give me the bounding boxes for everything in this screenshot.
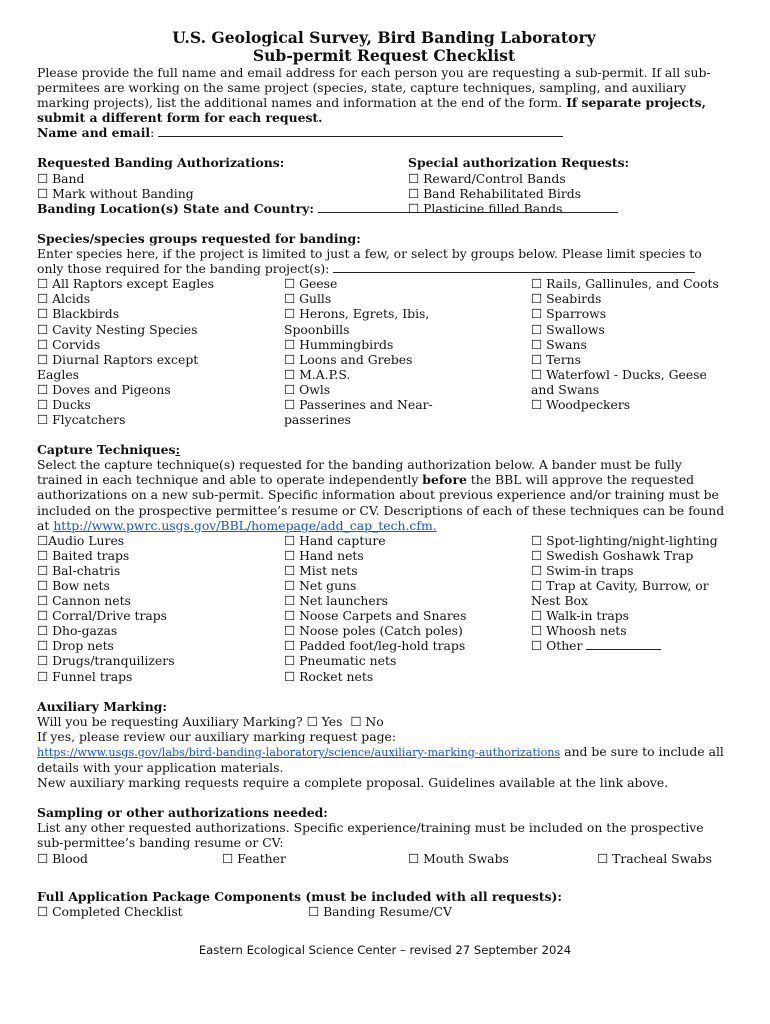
species-option[interactable] — [284, 352, 531, 367]
capture-option[interactable] — [531, 563, 731, 578]
species-label: Flycatchers — [52, 412, 126, 428]
species-label: Ducks — [52, 396, 91, 412]
intro-text: Please provide the full name and email address for each person you are requesting a sub-permit. If all sub-permitees are working on the same project (species, state, capture techniques, sampling, and auxiliary marking projects), list the additional names and information at the end of the form. — [37, 65, 711, 111]
capture-label: Dho-gazas — [52, 623, 118, 639]
species-label: Rails, Gallinules, and Coots — [546, 276, 719, 292]
species-option[interactable] — [37, 322, 284, 337]
checkbox-icon[interactable]: ☐ — [37, 321, 49, 337]
auxiliary-review: If yes, please review our auxiliary marking request page: — [37, 728, 397, 744]
capture-label: Walk-in traps — [546, 608, 630, 624]
capture-option[interactable] — [284, 623, 531, 638]
species-option[interactable] — [284, 367, 531, 382]
checkbox-icon[interactable]: ☐ — [531, 366, 543, 382]
species-heading: Species/species groups requested for banding: — [37, 230, 361, 246]
capture-option[interactable] — [37, 638, 284, 653]
species-option[interactable] — [284, 337, 531, 352]
sampling-label: Blood — [52, 850, 88, 866]
auxiliary-heading: Auxiliary Marking: — [37, 698, 168, 714]
sampling-options — [37, 851, 731, 866]
checkbox-icon[interactable]: ☐ — [531, 336, 543, 352]
capture-label: Audio Lures — [48, 532, 125, 548]
capture-label: Baited traps — [52, 547, 130, 563]
species-instructions-text: Enter species here, if the project is limited to just a few, or select by groups below. Please limit species to only those required for the banding project(s): — [37, 246, 702, 277]
checkbox-icon[interactable]: ☐ — [37, 412, 49, 428]
capture-option[interactable] — [37, 623, 284, 638]
capture-option[interactable] — [37, 669, 284, 684]
checkbox-icon[interactable]: ☐ — [531, 608, 543, 624]
capture-heading-line — [37, 442, 731, 457]
auxiliary-proposal: New auxiliary marking requests require a complete proposal. Guidelines available at the link above. — [37, 775, 669, 791]
special-authorizations-heading: Special authorization Requests: — [408, 155, 630, 171]
capture-label: Net launchers — [299, 593, 388, 609]
capture-option[interactable] — [531, 533, 731, 548]
capture-column-2 — [284, 533, 531, 684]
checkbox-label: Reward/Control Bands — [423, 170, 566, 186]
capture-label: Whoosh nets — [546, 623, 627, 639]
species-option[interactable] — [37, 352, 212, 382]
capture-text-2: the BBL will approve the requested authorizations on a new sub-permit. Specific information about previous experience and/or training must be included on the prospective permittee’s resume or CV. Descriptions of each of these techniques can be found at — [37, 472, 725, 533]
species-label: Woodpeckers — [546, 396, 631, 412]
checkbox-icon[interactable]: ☐ — [37, 593, 49, 609]
capture-label: Spot-lighting/night-lighting — [546, 532, 718, 548]
checkbox-icon[interactable]: ☐ — [37, 653, 49, 669]
capture-option[interactable] — [531, 548, 731, 563]
capture-option[interactable] — [37, 533, 284, 548]
capture-label: Funnel traps — [52, 668, 133, 684]
species-option[interactable] — [531, 367, 726, 397]
checkbox-icon[interactable]: ☐ — [531, 306, 543, 322]
checkbox-icon[interactable]: ☐ — [37, 638, 49, 654]
page-footer: Eastern Ecological Science Center – revised 27 September 2024 — [198, 943, 572, 957]
checkbox-icon[interactable]: ☐ — [284, 668, 296, 684]
package-label: Banding Resume/CV — [323, 903, 452, 919]
capture-label: Bow nets — [52, 578, 110, 593]
capture-label: Net guns — [299, 578, 357, 593]
checkbox-icon[interactable]: ☐ — [37, 532, 49, 548]
checkbox-icon[interactable]: ☐ — [531, 351, 543, 367]
species-option[interactable] — [284, 306, 444, 336]
species-option[interactable] — [531, 322, 731, 337]
capture-instructions — [37, 457, 731, 532]
species-option[interactable] — [37, 337, 284, 352]
species-option[interactable] — [284, 397, 454, 427]
species-column-3 — [531, 276, 731, 427]
checkbox-icon[interactable]: ☐ — [37, 336, 49, 352]
capture-text-bold: before — [422, 472, 467, 488]
species-label: Blackbirds — [52, 306, 120, 322]
capture-option[interactable] — [37, 653, 284, 668]
species-option[interactable] — [37, 291, 284, 306]
checkbox-icon[interactable]: ☐ — [37, 623, 49, 639]
auxiliary-marking-link[interactable]: https://www.usgs.gov/labs/bird-banding-laboratory/science/auxiliary-marking-authorizations — [37, 745, 561, 759]
species-option[interactable] — [531, 337, 731, 352]
species-label: Swallows — [546, 321, 605, 337]
checkbox-icon[interactable]: ☐ — [531, 291, 543, 307]
checkbox-icon[interactable]: ☐ — [37, 547, 49, 563]
checkbox-icon[interactable]: ☐ — [37, 185, 49, 201]
intro-paragraph — [37, 65, 731, 125]
checkbox-mouth-swabs[interactable] — [408, 851, 597, 866]
species-label: Waterfowl - Ducks, Geese and Swans — [531, 366, 707, 397]
checkbox-icon[interactable]: ☐ — [284, 608, 296, 624]
requested-authorizations-heading: Requested Banding Authorizations: — [37, 155, 285, 171]
species-option[interactable] — [37, 306, 284, 321]
checkbox-band-rehabilitated-birds[interactable] — [408, 186, 629, 201]
capture-label: Noose Carpets and Snares — [299, 608, 467, 624]
auxiliary-question: Will you be requesting Auxiliary Marking? — [37, 713, 303, 729]
checkbox-label: Plasticine filled Bands — [423, 200, 563, 216]
species-label: Gulls — [299, 291, 332, 307]
checkbox-icon[interactable]: ☐ — [284, 381, 296, 397]
checkbox-icon[interactable]: ☐ — [284, 593, 296, 609]
checkbox-icon[interactable]: ☐ — [531, 562, 543, 578]
title-line-2: Sub-permit Request Checklist — [252, 46, 516, 65]
species-label: Geese — [299, 276, 338, 292]
species-label: Sparrows — [546, 306, 607, 322]
capture-label: Mist nets — [299, 562, 358, 578]
checkbox-feather[interactable] — [222, 851, 408, 866]
species-option[interactable] — [531, 276, 731, 291]
checkbox-icon[interactable]: ☐ — [284, 366, 296, 382]
capture-option[interactable] — [284, 653, 531, 668]
species-label: Hummingbirds — [299, 336, 394, 352]
checkbox-icon[interactable]: ☐ — [37, 668, 49, 684]
capture-option[interactable] — [37, 563, 284, 578]
species-option[interactable] — [284, 276, 531, 291]
capture-grid — [37, 533, 731, 684]
capture-label: Padded foot/leg-hold traps — [299, 638, 466, 654]
checkbox-icon[interactable]: ☐ — [531, 321, 543, 337]
capture-option[interactable] — [37, 608, 284, 623]
capture-label: Swim-in traps — [546, 562, 634, 578]
auxiliary-link-after: and be sure to include all details with your application materials. — [37, 743, 724, 776]
capture-option[interactable] — [284, 578, 531, 593]
checkbox-icon[interactable]: ☐ — [284, 396, 296, 412]
checkbox-icon[interactable]: ☐ — [284, 547, 296, 563]
species-label: Swans — [546, 336, 587, 352]
capture-option[interactable] — [284, 563, 531, 578]
capture-label: Drugs/tranquilizers — [52, 653, 175, 669]
package-label: Completed Checklist — [52, 903, 183, 919]
checkbox-icon[interactable]: ☐ — [37, 903, 49, 919]
checkbox-icon[interactable]: ☐ — [37, 381, 49, 397]
checkbox-label: Band — [52, 170, 85, 186]
species-label: All Raptors except Eagles — [52, 276, 214, 292]
checkbox-band[interactable] — [37, 171, 408, 186]
capture-option[interactable] — [531, 578, 721, 608]
checkbox-icon[interactable]: ☐ — [37, 850, 49, 866]
checkbox-icon[interactable]: ☐ — [37, 351, 49, 367]
species-option[interactable] — [531, 397, 731, 412]
checklist-page — [37, 29, 731, 919]
capture-option[interactable] — [284, 669, 531, 684]
capture-label: Other — [546, 638, 583, 654]
species-label: Loons and Grebes — [299, 351, 413, 367]
checkbox-icon[interactable]: ☐ — [531, 532, 543, 548]
sampling-heading: Sampling or other authorizations needed: — [37, 805, 328, 821]
species-field[interactable] — [333, 261, 695, 273]
checkbox-tracheal-swabs[interactable] — [597, 851, 712, 866]
auxiliary-yes-label: Yes — [321, 713, 343, 729]
capture-option[interactable] — [531, 608, 731, 623]
species-label: Seabirds — [546, 291, 602, 307]
checkbox-icon[interactable]: ☐ — [284, 578, 296, 593]
checkbox-icon[interactable]: ☐ — [284, 562, 296, 578]
location-field[interactable] — [318, 201, 618, 213]
checkbox-icon[interactable]: ☐ — [284, 532, 296, 548]
checkbox-icon[interactable]: ☐ — [222, 850, 234, 866]
checkbox-blood[interactable] — [37, 851, 222, 866]
location-label: Banding Location(s) State and Country: — [37, 200, 314, 216]
capture-label: Hand nets — [299, 547, 364, 563]
species-label: Corvids — [52, 336, 101, 352]
auxiliary-no-label: No — [365, 713, 384, 729]
species-label: Alcids — [52, 291, 91, 307]
species-label: Doves and Pigeons — [52, 381, 171, 397]
capture-label: Trap at Cavity, Burrow, or Nest Box — [531, 578, 709, 609]
checkbox-icon[interactable]: ☐ — [37, 291, 49, 307]
species-label: Owls — [299, 381, 331, 397]
auxiliary-link-line — [37, 744, 731, 775]
species-option[interactable] — [37, 382, 284, 397]
capture-option[interactable] — [37, 593, 284, 608]
name-email-line: Name and email: — [37, 125, 731, 140]
checkbox-icon[interactable]: ☐ — [37, 396, 49, 412]
capture-label: Pneumatic nets — [299, 653, 397, 669]
species-grid — [37, 276, 731, 427]
species-option[interactable] — [37, 412, 284, 427]
checkbox-icon[interactable]: ☐ — [284, 291, 296, 307]
checkbox-icon[interactable]: ☐ — [531, 276, 543, 292]
capture-option[interactable] — [531, 623, 731, 638]
capture-column-1 — [37, 533, 284, 684]
capture-label: Bal-chatris — [52, 562, 121, 578]
species-option[interactable] — [37, 397, 284, 412]
checkbox-icon[interactable]: ☐ — [37, 562, 49, 578]
species-column-2 — [284, 276, 531, 427]
capture-option[interactable] — [37, 548, 284, 563]
capture-label: Noose poles (Catch poles) — [299, 623, 463, 639]
capture-option[interactable] — [37, 578, 284, 593]
capture-option[interactable] — [284, 638, 531, 653]
checkbox-icon[interactable]: ☐ — [284, 336, 296, 352]
checkbox-icon[interactable]: ☐ — [531, 638, 543, 654]
capture-option[interactable] — [284, 533, 531, 548]
sampling-text: List any other requested authorizations. Specific experience/training must be included on the prospective sub-permittee’s banding resume or CV: — [37, 820, 704, 851]
capture-option[interactable] — [284, 608, 531, 623]
capture-option[interactable] — [284, 548, 531, 563]
species-label: Terns — [546, 351, 581, 367]
checkbox-icon[interactable]: ☐ — [284, 623, 296, 639]
checkbox-mark-without-banding[interactable] — [37, 186, 408, 201]
capture-label: Corral/Drive traps — [52, 608, 168, 624]
species-label: Cavity Nesting Species — [52, 321, 198, 337]
checkbox-icon[interactable]: ☐ — [350, 713, 362, 729]
species-label: Passerines and Near-passerines — [284, 396, 433, 428]
capture-label: Rocket nets — [299, 668, 374, 684]
intro-bold-text: If separate projects, submit a different form for each request. — [37, 95, 706, 126]
species-option[interactable] — [531, 306, 731, 321]
checkbox-icon[interactable]: ☐ — [408, 200, 420, 216]
checkbox-icon[interactable]: ☐ — [284, 638, 296, 654]
capture-label: Cannon nets — [52, 593, 131, 609]
capture-heading: Capture Techniques — [37, 442, 176, 458]
checkbox-icon[interactable]: ☐ — [597, 850, 609, 866]
package-heading: Full Application Package Components (must be included with all requests): — [37, 888, 562, 904]
checkbox-icon[interactable]: ☐ — [531, 547, 543, 563]
checkbox-icon[interactable]: ☐ — [531, 623, 543, 639]
checkbox-icon[interactable]: ☐ — [306, 713, 318, 729]
species-option[interactable] — [531, 291, 731, 306]
checkbox-icon[interactable]: ☐ — [408, 170, 420, 186]
sampling-label: Mouth Swabs — [423, 850, 509, 866]
checkbox-icon[interactable]: ☐ — [37, 170, 49, 186]
checkbox-icon[interactable]: ☐ — [37, 276, 49, 292]
sampling-label: Tracheal Swabs — [612, 850, 712, 866]
sampling-label: Feather — [237, 850, 286, 866]
species-option[interactable] — [531, 352, 731, 367]
other-technique-field[interactable] — [586, 638, 661, 650]
species-option[interactable] — [284, 382, 531, 397]
capture-label: Hand capture — [299, 532, 386, 548]
checkbox-icon[interactable]: ☐ — [284, 653, 296, 669]
checkbox-icon[interactable]: ☐ — [408, 185, 420, 201]
checkbox-completed-checklist[interactable] — [37, 904, 308, 919]
species-label: Herons, Egrets, Ibis, Spoonbills — [284, 306, 430, 337]
capture-option[interactable] — [531, 638, 731, 653]
checkbox-icon[interactable]: ☐ — [308, 903, 320, 919]
checkbox-banding-resume[interactable] — [308, 904, 452, 919]
species-label: M.A.P.S. — [299, 366, 351, 382]
name-email-label: Name and email — [37, 125, 151, 141]
capture-column-3 — [531, 533, 731, 684]
checkbox-icon[interactable]: ☐ — [408, 850, 420, 866]
checkbox-icon[interactable]: ☐ — [284, 351, 296, 367]
species-column-1 — [37, 276, 284, 427]
checkbox-label: Band Rehabilitated Birds — [423, 185, 582, 201]
title-line-1: U.S. Geological Survey, Bird Banding Laboratory — [172, 28, 596, 47]
checkbox-icon[interactable]: ☐ — [37, 306, 49, 322]
species-label: Diurnal Raptors except Eagles — [37, 351, 199, 382]
capture-label: Swedish Goshawk Trap — [546, 547, 694, 563]
checkbox-icon[interactable]: ☐ — [37, 578, 49, 593]
checkbox-icon[interactable]: ☐ — [284, 306, 296, 322]
checkbox-icon[interactable]: ☐ — [284, 276, 296, 292]
checkbox-reward-control-bands[interactable] — [408, 171, 629, 186]
capture-text-1: Select the capture technique(s) requested for the banding authorization below. A bander must be fully trained in each technique and able to operate independently — [37, 457, 682, 488]
capture-option[interactable] — [284, 593, 531, 608]
species-instructions — [37, 246, 731, 276]
checkbox-icon[interactable]: ☐ — [531, 396, 543, 412]
capture-techniques-link[interactable]: http://www.pwrc.usgs.gov/BBL/homepage/add_cap_tech.cfm. — [53, 517, 437, 533]
name-email-field[interactable] — [158, 125, 563, 137]
auxiliary-question-line — [37, 714, 731, 729]
package-options — [37, 904, 731, 919]
checkbox-icon[interactable]: ☐ — [37, 608, 49, 624]
checkbox-label: Mark without Banding — [52, 185, 194, 201]
capture-heading-colon: : — [175, 442, 181, 458]
checkbox-icon[interactable]: ☐ — [531, 578, 543, 593]
capture-label: Drop nets — [52, 638, 114, 654]
species-option[interactable] — [284, 291, 531, 306]
species-option[interactable] — [37, 276, 284, 291]
